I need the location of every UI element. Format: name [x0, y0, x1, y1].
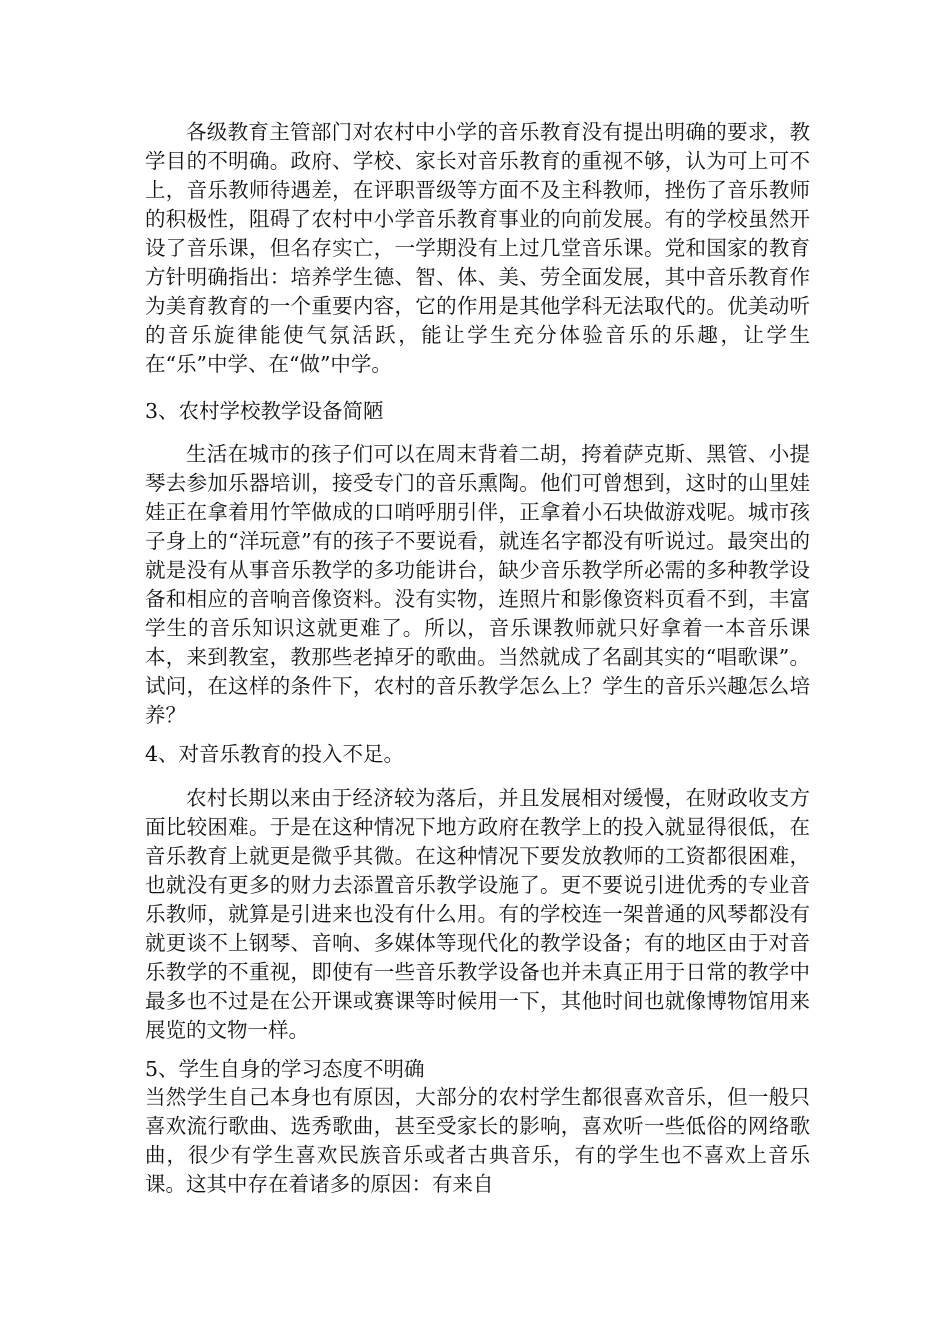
- paragraph-investment: 农村长期以来由于经济较为落后，并且发展相对缓慢，在财政收支方面比较困难。于是在这种情况下地方政府在教学上的投入就显得很低，在音乐教育上就更是微乎其微。在这种情况下要发放教师的工资都很困难，也就没有更多的财力去添置音乐教学设施了。更不要说引进优秀的专业音乐教师，就算是引进来也没有什么用。有的学校连一架普通的风琴都没有就更谈不上钢琴、音响、多媒体等现代化的教学设备；有的地区由于对音乐教学的不重视，即使有一些音乐教学设备也并未真正用于日常的教学中最多也不过是在公开课或赛课等时候用一下，其他时间也就像博物馆用来展览的文物一样。: [145, 786, 810, 1042]
- section-heading-5: 5、学生自身的学习态度不明确: [145, 1057, 425, 1081]
- section-heading-3: 3、农村学校教学设备简陋: [145, 399, 384, 423]
- paragraph-student-attitude: 当然学生自己本身也有原因，大部分的农村学生都很喜欢音乐，但一般只喜欢流行歌曲、选秀歌曲，甚至受家长的影响，喜欢听一些低俗的网络歌曲，很少有学生喜欢民族音乐或者古典音乐，有的学生也不喜欢上音乐课。这其中存在着诸多的原因：有来自: [145, 1085, 810, 1196]
- paragraph-equipment: 生活在城市的孩子们可以在周末背着二胡，挎着萨克斯、黑管、小提琴去参加乐器培训，接受专门的音乐熏陶。他们可曾想到，这时的山里娃娃正在拿着用竹竿做成的口哨呼朋引伴，正拿着小石块做游戏呢。城市孩子身上的“洋玩意”有的孩子不要说看，就连名字都没有听说过。最突出的就是没有从事音乐教学的多功能讲台，缺少音乐教学所必需的多种教学设备和相应的音响音像资料。没有实物，连照片和影像资料页看不到，丰富学生的音乐知识这就更难了。所以，音乐课教师就只好拿着一本音乐课本，来到教室，教那些老掉牙的歌曲。当然就成了名副其实的“唱歌课”。试问，在这样的条件下，农村的音乐教学怎么上？学生的音乐兴趣怎么培养？: [145, 442, 810, 727]
- paragraph-teaching-requirements: 各级教育主管部门对农村中小学的音乐教育没有提出明确的要求，教学目的不明确。政府、学校、家长对音乐教育的重视不够，认为可上可不上，音乐教师待遇差，在评职晋级等方面不及主科教师，挫伤了音乐教师的积极性，阻碍了农村中小学音乐教育事业的向前发展。有的学校虽然开设了音乐课，但名存实亡，一学期没有上过几堂音乐课。党和国家的教育方针明确指出：培养学生德、智、体、美、劳全面发展，其中音乐教育作为美育教育的一个重要内容，它的作用是其他学科无法取代的。优美动听的音乐旋律能使气氛活跃，能让学生充分体验音乐的乐趣，让学生在“乐”中学、在“做”中学。: [145, 120, 810, 376]
- section-heading-4: 4、对音乐教育的投入不足。: [145, 742, 405, 766]
